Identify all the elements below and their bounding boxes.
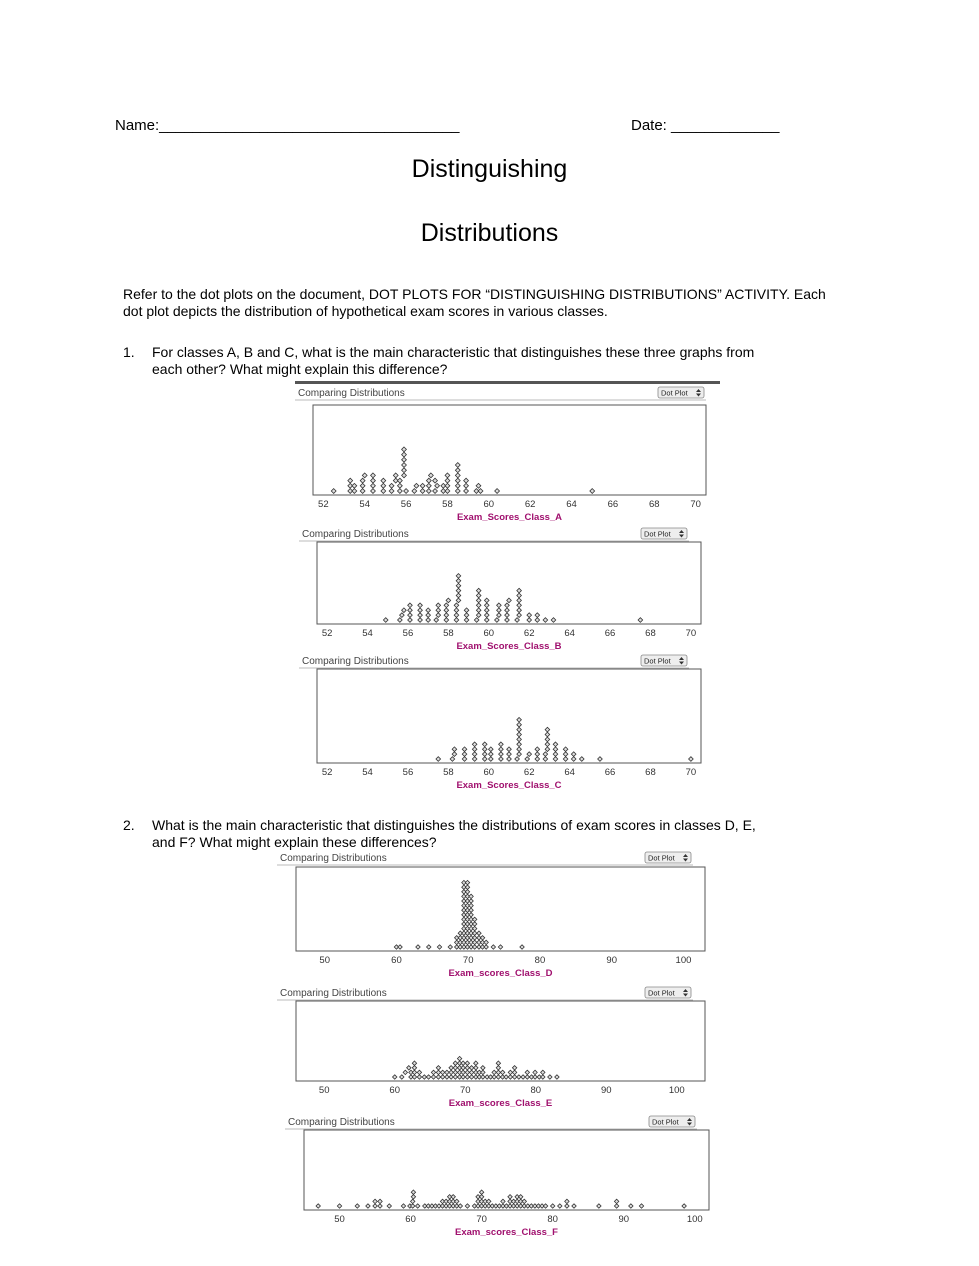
dot-plot-class-b [299, 526, 703, 654]
question-1-number: 1. [123, 344, 135, 360]
dot-plot-svg [299, 653, 703, 793]
dot-plot-mode-button [641, 655, 687, 666]
tick-label: 70 [685, 628, 697, 639]
dot-plot-svg [299, 526, 703, 654]
tick-label: 100 [686, 1214, 703, 1225]
dot-plot-mode-button [645, 987, 691, 998]
dot-plot-mode-label: Dot Plot [652, 1117, 679, 1127]
dot-plot-mode-label: Dot Plot [648, 853, 675, 863]
dot-plot-class-a [295, 381, 720, 521]
x-axis-label: Exam_Scores_Class_A [456, 512, 563, 521]
intro-line2: dot plot depicts the distribution of hypothetical exam scores in various classes. [123, 303, 608, 319]
tick-label: 90 [618, 1214, 630, 1225]
panel-title: Comparing Distributions [298, 388, 405, 399]
tick-label: 54 [362, 628, 373, 639]
question-2-line2: and F? What might explain these differences? [152, 834, 437, 850]
tick-label: 70 [476, 1214, 487, 1225]
tick-label: 58 [442, 499, 453, 510]
tick-label: 68 [645, 628, 656, 639]
tick-label: 58 [443, 628, 454, 639]
dot-plot-mode-button [649, 1116, 695, 1127]
tick-label: 66 [604, 767, 616, 778]
dot-plot-svg [277, 985, 707, 1113]
dot-plot-class-f [285, 1114, 711, 1242]
dot-plot-mode-label: Dot Plot [661, 388, 688, 398]
tick-label: 60 [483, 628, 495, 639]
tick-label: 56 [402, 767, 414, 778]
dot-plot-class-c [299, 653, 703, 793]
tick-label: 70 [690, 499, 701, 510]
plot-frame [296, 867, 705, 951]
dot-plot-svg [295, 381, 720, 521]
tick-label: 60 [389, 1085, 401, 1096]
panel-title: Comparing Distributions [288, 1117, 395, 1128]
tick-label: 52 [321, 628, 333, 639]
tick-label: 52 [321, 767, 333, 778]
question-1-line1: For classes A, B and C, what is the main characteristic that distinguishes these three graphs from [152, 344, 755, 360]
tick-label: 80 [534, 955, 546, 966]
dot-plot-mode-label: Dot Plot [644, 656, 671, 666]
dot-plot-mode-label: Dot Plot [644, 529, 671, 539]
plot-frame [304, 1130, 709, 1210]
question-2-line1: What is the main characteristic that distinguishes the distributions of exam scores in classes D, E, [152, 817, 756, 833]
tick-label: 70 [459, 1085, 471, 1096]
tick-label: 62 [523, 628, 535, 639]
tick-label: 80 [547, 1214, 558, 1225]
tick-label: 66 [607, 499, 619, 510]
tick-label: 50 [334, 1214, 345, 1225]
name-field-label: Name:____________________________________ [115, 117, 460, 134]
panel-title: Comparing Distributions [302, 529, 409, 540]
tick-label: 70 [685, 767, 697, 778]
panel-title: Comparing Distributions [302, 656, 409, 667]
tick-label: 64 [566, 499, 577, 510]
tick-label: 64 [564, 767, 575, 778]
tick-label: 56 [402, 628, 414, 639]
date-field-label: Date: _____________ [631, 117, 780, 134]
panel-title: Comparing Distributions [280, 853, 387, 864]
tick-label: 66 [604, 628, 616, 639]
dot-plot-mode-button [658, 387, 704, 398]
dot-plot-mode-button [645, 852, 691, 863]
tick-label: 50 [318, 1085, 330, 1096]
tick-label: 58 [443, 767, 454, 778]
tick-label: 90 [606, 955, 618, 966]
page-title-line2: Distributions [420, 219, 559, 247]
tick-label: 64 [564, 628, 575, 639]
dot-plot-svg [285, 1114, 711, 1242]
x-axis-label: Exam_scores_Class_D [448, 968, 553, 979]
tick-label: 68 [649, 499, 660, 510]
x-axis-label: Exam_Scores_Class_B [456, 641, 562, 652]
tick-label: 54 [359, 499, 370, 510]
page-title-line1: Distinguishing [411, 155, 568, 183]
plot-frame [317, 542, 701, 624]
tick-label: 56 [400, 499, 412, 510]
tick-label: 54 [362, 767, 373, 778]
tick-label: 80 [530, 1085, 542, 1096]
tick-label: 100 [668, 1085, 685, 1096]
plot-frame [296, 1001, 705, 1081]
dot-plot-class-e [277, 985, 707, 1113]
tick-label: 60 [405, 1214, 416, 1225]
tick-label: 60 [483, 767, 495, 778]
plot-top-bar [295, 381, 720, 384]
tick-label: 60 [391, 955, 402, 966]
tick-label: 90 [600, 1085, 612, 1096]
intro-line1: Refer to the dot plots on the document, DOT PLOTS FOR “DISTINGUISHING DISTRIBUTIONS” ACTIVITY. Each [123, 286, 826, 302]
question-2-number: 2. [123, 817, 135, 833]
dot-plot-svg [277, 850, 707, 985]
tick-label: 68 [645, 767, 656, 778]
tick-label: 70 [462, 955, 474, 966]
panel-title: Comparing Distributions [280, 988, 387, 999]
dot-plot-mode-button [641, 528, 687, 539]
tick-label: 50 [319, 955, 330, 966]
dot-plot-mode-label: Dot Plot [648, 988, 675, 998]
tick-label: 52 [318, 499, 329, 510]
x-axis-label: Exam_Scores_Class_C [456, 780, 562, 791]
tick-label: 60 [483, 499, 495, 510]
tick-label: 62 [523, 767, 535, 778]
x-axis-label: Exam_scores_Class_F [455, 1227, 558, 1238]
tick-label: 62 [524, 499, 536, 510]
dot-plot-class-d [277, 850, 707, 985]
question-1-line2: each other? What might explain this difference? [152, 361, 448, 377]
tick-label: 100 [675, 955, 692, 966]
x-axis-label: Exam_scores_Class_E [448, 1098, 553, 1109]
